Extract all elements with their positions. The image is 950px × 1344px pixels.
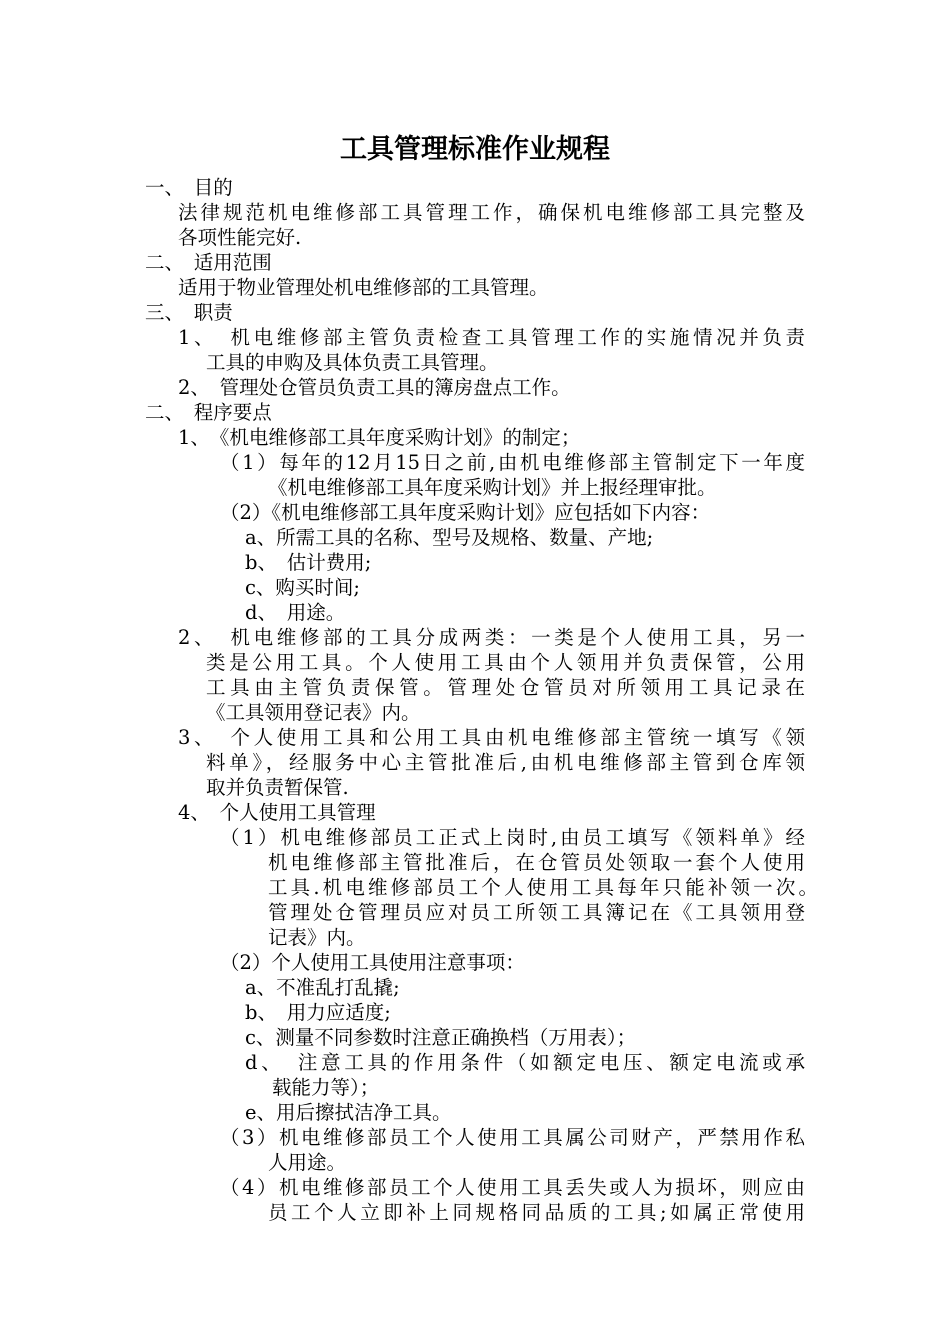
sub-item-line: 记表》内。 [268,926,366,949]
document-title: 工具管理标准作业规程 [340,134,610,165]
sub-item-line: （3）机电维修部员工个人使用工具属公司财产，严禁用作私 [220,1126,805,1149]
list-item-line: 类是公用工具。个人使用工具由个人领用并负责保管，公用 [206,651,805,674]
sub-sub-item-line: a、所需工具的名称、型号及规格、数量、产地; [245,526,654,549]
sub-sub-item-line: c、购买时间; [245,576,360,599]
sub-item-line: （2）个人使用工具使用注意事项： [220,951,525,974]
sub-item-line: 员工个人立即补上同规格同品质的工具;如属正常使用 [268,1201,805,1224]
paragraph-line: 法律规范机电维修部工具管理工作，确保机电维修部工具完整及 [178,201,805,224]
sub-sub-item-line: d、 注意工具的作用条件（如额定电压、额定电流或承 [245,1051,805,1074]
list-item-line: 《工具领用登记表》内。 [206,701,421,724]
list-item-line: 1、 机电维修部主管负责检查工具管理工作的实施情况并负责 [178,326,805,349]
section-heading-procedure: 二、 程序要点 [145,401,272,424]
sub-item-line: （1）每年的12月15日之前,由机电维修部主管制定下一年度 [220,451,805,474]
list-item-line: 取并负责暂保管. [206,776,349,799]
sub-item-line: 人用途。 [268,1151,347,1174]
list-item-line: 工具的申购及具体负责工具管理。 [206,351,499,374]
sub-item-line: （1）机电维修部员工正式上岗时,由员工填写《领料单》经 [220,826,805,849]
list-item-line: 工具由主管负责保管。管理处仓管员对所领用工具记录在 [206,676,805,699]
list-item-line: 1、 《机电维修部工具年度采购计划》的制定； [178,426,581,449]
sub-item-line: 工具.机电维修部员工个人使用工具每年只能补领一次。 [268,876,818,899]
sub-sub-item-line: c、测量不同参数时注意正确换档（万用表）； [245,1026,637,1049]
sub-sub-item-line: b、 用力应适度; [245,1001,391,1024]
sub-sub-item-line: b、 估计费用; [245,551,372,574]
list-item-line: 2、 管理处仓管员负责工具的簿房盘点工作。 [178,376,571,399]
sub-sub-item-line: e、用后擦拭洁净工具。 [245,1101,452,1124]
sub-item-line: 机电维修部主管批准后，在仓管员处领取一套个人使用 [268,851,805,874]
section-heading-scope: 二、 适用范围 [145,251,272,274]
list-item-line: 3、 个人使用工具和公用工具由机电维修部主管统一填写《领 [178,726,805,749]
list-item-line: 4、 个人使用工具管理 [178,801,376,824]
sub-item-line: （4）机电维修部员工个人使用工具丢失或人为损坏，则应由 [220,1176,805,1199]
sub-item-line: 管理处仓管理员应对员工所领工具簿记在《工具领用登 [268,901,805,924]
paragraph-line: 适用于物业管理处机电维修部的工具管理。 [178,276,549,299]
paragraph-line: 各项性能完好. [178,226,302,249]
sub-item-line: 《机电维修部工具年度采购计划》并上报经理审批。 [268,476,717,499]
sub-sub-item-line: d、 用途。 [245,601,346,624]
sub-sub-item-line: 载能力等）； [272,1076,380,1099]
sub-sub-item-line: a、不准乱打乱撬; [245,976,400,999]
section-heading-duties: 三、 职责 [145,301,233,324]
list-item-line: 2、 机电维修部的工具分成两类：一类是个人使用工具，另一 [178,626,805,649]
list-item-line: 料单》，经服务中心主管批准后,由机电维修部主管到仓库领 [206,751,805,774]
sub-item-line: （2）《机电维修部工具年度采购计划》应包括如下内容： [220,501,711,524]
section-heading-purpose: 一、 目的 [145,176,233,199]
